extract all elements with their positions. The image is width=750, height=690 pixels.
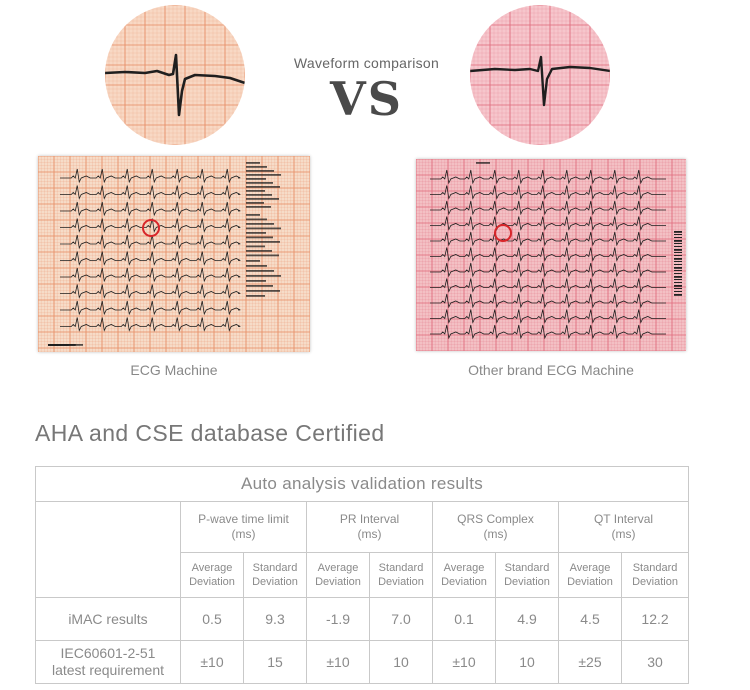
table-cell: 0.1 — [433, 598, 496, 641]
table-cell: ±25 — [559, 641, 622, 684]
group-header: QT Interval (ms) — [559, 502, 689, 553]
row-label: IEC60601-2-51 latest requirement — [36, 641, 181, 684]
right-waveform-zoom — [470, 5, 610, 145]
table-corner-cell — [36, 502, 181, 598]
other-brand-printout — [416, 159, 686, 351]
table-cell: 0.5 — [181, 598, 244, 641]
group-header: QRS Complex (ms) — [433, 502, 559, 553]
other-brand-caption: Other brand ECG Machine — [468, 362, 634, 378]
other-brand-printout-graphic — [416, 159, 686, 351]
waveform-comparison-caption: Waveform comparison — [293, 55, 440, 71]
group-header: P-wave time limit (ms) — [181, 502, 307, 553]
sub-header: Standard Deviation — [244, 553, 307, 598]
table-cell: 30 — [622, 641, 689, 684]
sub-header: Average Deviation — [181, 553, 244, 598]
ecg-machine-caption: ECG Machine — [130, 362, 218, 378]
sub-header: Average Deviation — [559, 553, 622, 598]
table-row — [36, 598, 689, 641]
table-cell: ±10 — [181, 641, 244, 684]
table-cell: ±10 — [307, 641, 370, 684]
sub-header: Average Deviation — [307, 553, 370, 598]
sub-header: Standard Deviation — [370, 553, 433, 598]
table-cell: 4.9 — [496, 598, 559, 641]
sub-header: Standard Deviation — [496, 553, 559, 598]
group-header: PR Interval (ms) — [307, 502, 433, 553]
table-cell: 12.2 — [622, 598, 689, 641]
section-title: AHA and CSE database Certified — [35, 420, 385, 446]
ecg-machine-printout-graphic — [38, 156, 310, 352]
table-cell: 10 — [496, 641, 559, 684]
right-waveform-graphic — [470, 5, 610, 145]
table-cell: 9.3 — [244, 598, 307, 641]
ecg-machine-printout — [38, 156, 310, 352]
left-waveform-graphic — [105, 5, 245, 145]
table-cell: -1.9 — [307, 598, 370, 641]
sub-header: Average Deviation — [433, 553, 496, 598]
row-label: iMAC results — [36, 598, 181, 641]
left-waveform-zoom — [105, 5, 245, 145]
table-title: Auto analysis validation results — [36, 467, 689, 502]
sub-header: Standard Deviation — [622, 553, 689, 598]
validation-results-table — [35, 466, 689, 684]
table-row — [36, 641, 689, 684]
vs-label: VS — [330, 72, 403, 126]
table-cell: 7.0 — [370, 598, 433, 641]
table-cell: 10 — [370, 641, 433, 684]
table-cell: 15 — [244, 641, 307, 684]
table-cell: ±10 — [433, 641, 496, 684]
table-cell: 4.5 — [559, 598, 622, 641]
